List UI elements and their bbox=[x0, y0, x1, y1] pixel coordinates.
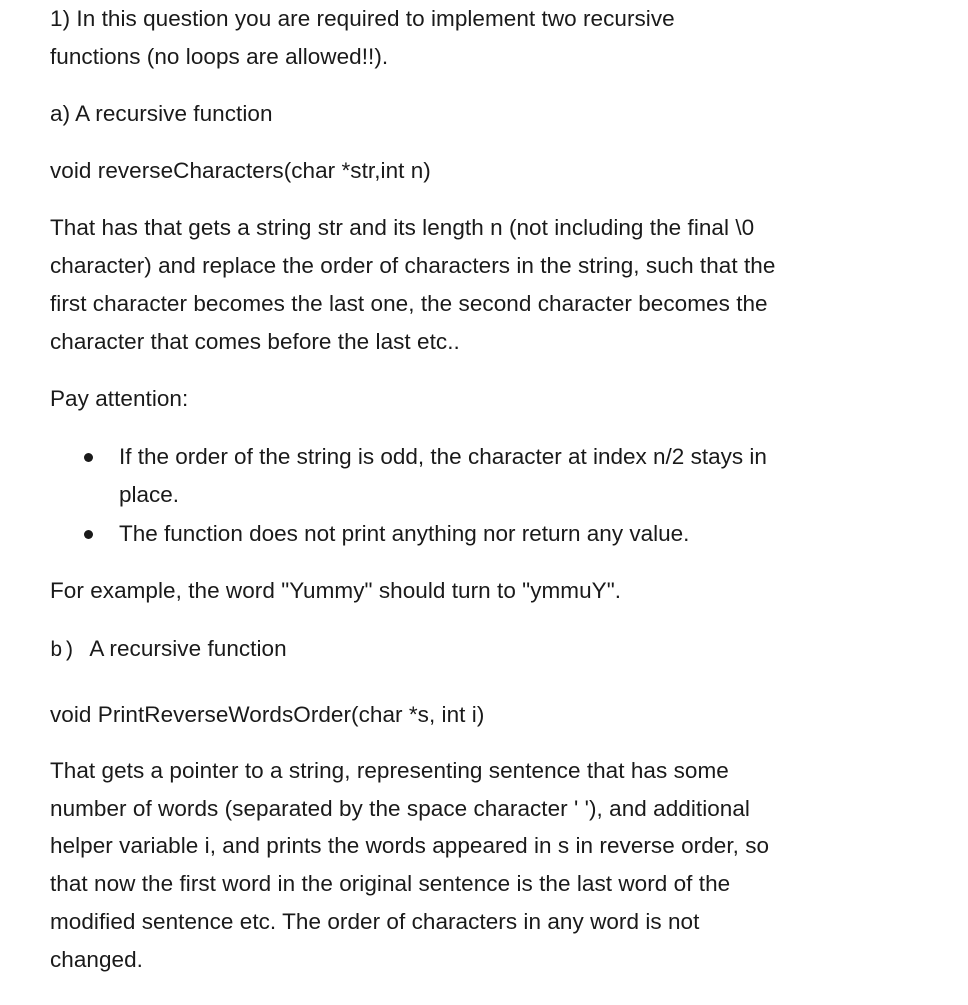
part-a-description-line-4: character that comes before the last etc.. bbox=[50, 329, 460, 354]
example-sentence: For example, the word "Yummy" should turn to "ymmuY". bbox=[50, 578, 622, 603]
bullet-icon bbox=[84, 453, 93, 462]
part-a-description-line-2: character) and replace the order of characters in the string, such that the bbox=[50, 253, 776, 278]
attention-heading: Pay attention: bbox=[50, 386, 189, 411]
part-b-description-line-6: changed. bbox=[50, 947, 143, 972]
part-b-description-line-3: helper variable i, and prints the words appeared in s in reverse order, so bbox=[50, 833, 770, 858]
bullet-1-line-2: place. bbox=[119, 482, 180, 507]
bullet-icon bbox=[84, 530, 93, 539]
part-b-heading bbox=[50, 634, 287, 667]
part-b-label: A recursive function bbox=[89, 636, 287, 661]
part-a-description-line-1: That has that gets a string str and its length n (not including the final \0 bbox=[50, 215, 755, 240]
part-a-description-line-3: first character becomes the last one, the second character becomes the bbox=[50, 291, 768, 316]
part-b-description-line-2: number of words (separated by the space character ' '), and additional bbox=[50, 796, 750, 821]
part-b-marker: b) bbox=[50, 640, 76, 663]
part-a-label: a) A recursive function bbox=[50, 101, 273, 126]
bullet-1-line-1: If the order of the string is odd, the character at index n/2 stays in bbox=[119, 444, 767, 469]
part-b-description-line-5: modified sentence etc. The order of characters in any word is not bbox=[50, 909, 700, 934]
question-intro-line-1: 1) In this question you are required to implement two recursive bbox=[50, 6, 675, 31]
question-intro-line-2: functions (no loops are allowed!!). bbox=[50, 44, 389, 69]
part-b-description-line-4: that now the first word in the original sentence is the last word of the bbox=[50, 871, 731, 896]
part-b-signature: void PrintReverseWordsOrder(char *s, int i) bbox=[50, 702, 485, 727]
part-b-description-line-1: That gets a pointer to a string, representing sentence that has some bbox=[50, 758, 729, 783]
bullet-2-line-1: The function does not print anything nor return any value. bbox=[119, 521, 690, 546]
part-a-signature: void reverseCharacters(char *str,int n) bbox=[50, 158, 431, 183]
